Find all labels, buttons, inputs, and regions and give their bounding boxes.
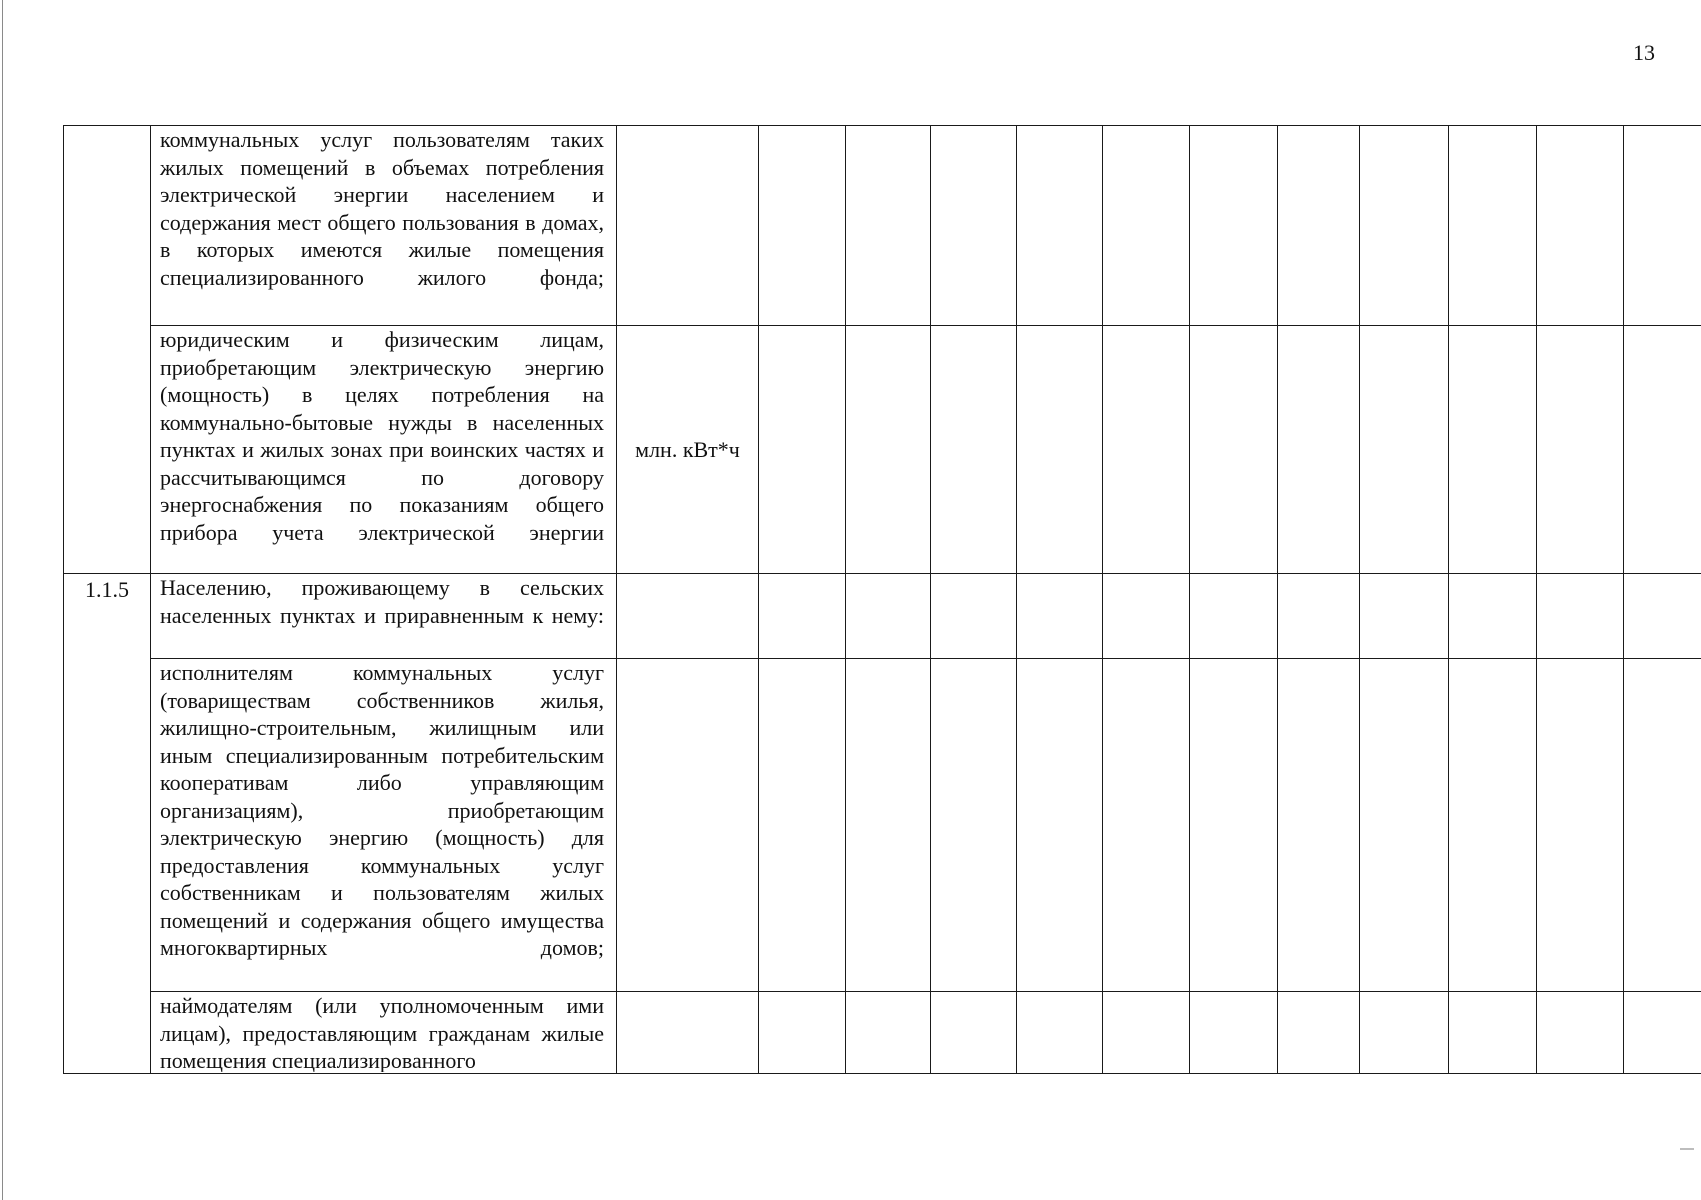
value-cell (931, 326, 1017, 574)
value-cell (1190, 126, 1278, 326)
value-cell (1449, 574, 1537, 659)
value-cell (759, 126, 846, 326)
value-cell (1017, 659, 1103, 992)
value-cell (1624, 992, 1701, 1074)
value-cell (759, 992, 846, 1074)
value-cell (1537, 126, 1624, 326)
table-row (64, 574, 1701, 659)
value-cell (931, 126, 1017, 326)
value-cell (1103, 659, 1190, 992)
page-number: 13 (1633, 40, 1655, 65)
value-cell (931, 992, 1017, 1074)
value-cell (1278, 126, 1360, 326)
scan-mark (1680, 1148, 1694, 1150)
data-table (63, 125, 1701, 1074)
value-cell (1537, 659, 1624, 992)
value-cell (846, 126, 931, 326)
value-cell (1103, 574, 1190, 659)
unit-cell: млн. кВт*ч (617, 326, 759, 574)
page-left-edge (2, 0, 3, 1200)
value-cell (1449, 126, 1537, 326)
row-description-cell: коммунальных услуг пользователям таких жилых помещений в объемах потребления электрической энергии населением и содержания мест общего пользования в домах, в которых имеются жилые помещения специализированного жилого фонда; (151, 126, 617, 326)
unit-cell (617, 126, 759, 326)
value-cell (1103, 992, 1190, 1074)
value-cell (1190, 659, 1278, 992)
value-cell (1360, 126, 1449, 326)
value-cell (1190, 992, 1278, 1074)
value-cell (1278, 326, 1360, 574)
unit-cell (617, 574, 759, 659)
value-cell (1537, 992, 1624, 1074)
value-cell (1278, 992, 1360, 1074)
value-cell (1103, 126, 1190, 326)
value-cell (1360, 659, 1449, 992)
row-description-cell: Населению, проживающему в сельских населенных пунктах и приравненным к нему: (151, 574, 617, 659)
value-cell (931, 659, 1017, 992)
value-cell (1360, 992, 1449, 1074)
value-cell (846, 992, 931, 1074)
value-cell (759, 326, 846, 574)
value-cell (1017, 574, 1103, 659)
value-cell (1017, 992, 1103, 1074)
table-row (64, 126, 1701, 326)
value-cell (1278, 574, 1360, 659)
row-description-text: наймодателям (или уполномоченным ими лицам), предоставляющим гражданам жилые помещения специализированного (160, 993, 604, 1072)
value-cell (759, 659, 846, 992)
row-description-cell (151, 992, 617, 1074)
value-cell (1190, 326, 1278, 574)
value-cell (1624, 659, 1701, 992)
value-cell (846, 574, 931, 659)
row-number-cell (64, 126, 151, 574)
value-cell (1360, 574, 1449, 659)
table-row (64, 992, 1701, 1074)
value-cell (1360, 326, 1449, 574)
value-cell (846, 659, 931, 992)
value-cell (1278, 659, 1360, 992)
value-cell (1449, 992, 1537, 1074)
unit-cell (617, 992, 759, 1074)
value-cell (1624, 326, 1701, 574)
value-cell (846, 326, 931, 574)
value-cell (1190, 574, 1278, 659)
table-row (64, 659, 1701, 992)
value-cell (1017, 326, 1103, 574)
value-cell (1449, 659, 1537, 992)
value-cell (1624, 126, 1701, 326)
row-number-cell: 1.1.5 (64, 574, 151, 1074)
value-cell (1103, 326, 1190, 574)
row-description-cell: юридическим и физическим лицам, приобретающим электрическую энергию (мощность) в целях потребления на коммунально-бытовые нужды в населенных пунктах и жилых зонах при воинских частях и рассчитывающимся по договору энергоснабжения по показаниям общего прибора учета электрической энергии (151, 326, 617, 574)
value-cell (759, 574, 846, 659)
value-cell (1624, 574, 1701, 659)
value-cell (1537, 326, 1624, 574)
value-cell (1537, 574, 1624, 659)
value-cell (931, 574, 1017, 659)
value-cell (1449, 326, 1537, 574)
value-cell (1017, 126, 1103, 326)
unit-cell (617, 659, 759, 992)
row-description-cell: исполнителям коммунальных услуг (товариществам собственников жилья, жилищно-строительным, жилищным или иным специализированным потребительским кооперативам либо управляющим организациям), приобретающим электрическую энергию (мощность) для предоставления коммунальных услуг собственникам и пользователям жилых помещений и содержания общего имущества многоквартирных домов; (151, 659, 617, 992)
table-row (64, 326, 1701, 574)
